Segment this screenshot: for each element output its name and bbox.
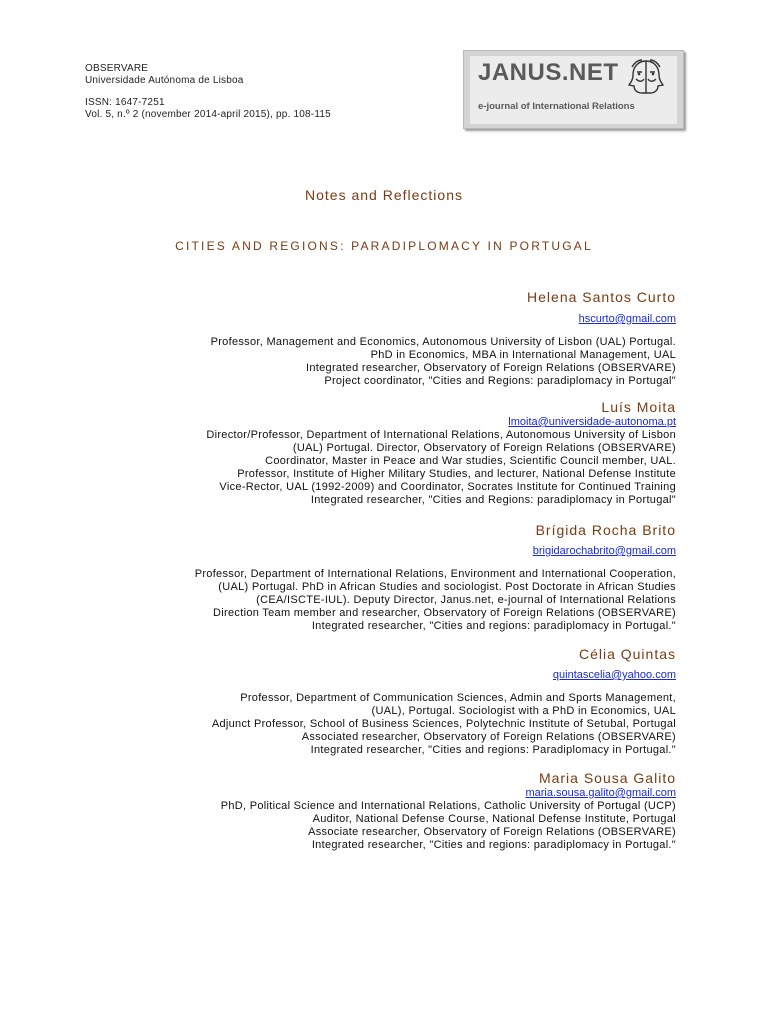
journal-header — [85, 63, 331, 121]
author-email-link[interactable]: quintascelia@yahoo.com — [552, 669, 676, 681]
janus-net-logo — [463, 50, 684, 129]
bio-line: Professor, Department of International Relations, Environment and International Cooperation, — [194, 568, 676, 580]
author-bio — [96, 800, 676, 852]
author-name: Luís Moita — [601, 399, 676, 415]
bio-line: Vice-Rector, UAL (1992-2009) and Coordinator, Socrates Institute for Continued Training — [219, 481, 676, 493]
logo-title: JANUS.NET — [478, 59, 619, 86]
section-heading: Notes and Reflections — [305, 187, 463, 203]
author-block — [96, 522, 676, 633]
article-title: CITIES AND REGIONS: PARADIPLOMACY IN PORTUGAL — [175, 239, 593, 253]
bio-line: Integrated researcher, "Cities and regions: paradiplomacy in Portugal." — [311, 839, 676, 851]
bio-line: Professor, Department of Communication Sciences, Admin and Sports Management, — [240, 692, 676, 704]
bio-line: (UAL), Portugal. Sociologist with a PhD in Economics, UAL — [371, 705, 676, 717]
bio-line: Adjunct Professor, School of Business Sciences, Polytechnic Institute of Setubal, Portugal — [211, 718, 676, 730]
bio-line: Professor, Institute of Higher Military Studies, and lecturer, National Defense Institute — [237, 468, 676, 480]
logo-subtitle: e-journal of International Relations — [478, 101, 635, 112]
author-bio — [96, 568, 676, 633]
author-email-link[interactable]: hscurto@gmail.com — [578, 313, 676, 325]
bio-line: Direction Team member and researcher, Observatory of Foreign Relations (OBSERVARE) — [213, 607, 676, 619]
bio-line: Integrated researcher, "Cities and regions: Paradiplomacy in Portugal." — [310, 744, 676, 756]
author-block — [96, 289, 676, 388]
bio-line: Associated researcher, Observatory of Foreign Relations (OBSERVARE) — [301, 731, 676, 743]
bio-line: Integrated researcher, Observatory of Foreign Relations (OBSERVARE) — [305, 362, 676, 374]
org-name: OBSERVARE — [85, 63, 149, 74]
author-name: Célia Quintas — [578, 646, 676, 662]
bio-line: Professor, Management and Economics, Autonomous University of Lisbon (UAL) Portugal. — [210, 336, 676, 348]
bio-line: (CEA/ISCTE-IUL). Deputy Director, Janus.net, e-journal of International Relations — [256, 594, 676, 606]
bio-line: (UAL) Portugal. Director, Observatory of Foreign Relations (OBSERVARE) — [292, 442, 676, 454]
author-name: Maria Sousa Galito — [538, 770, 676, 786]
author-block — [96, 770, 676, 852]
author-email-link[interactable]: lmoita@universidade-autonoma.pt — [508, 416, 676, 428]
janus-faces-icon — [624, 57, 668, 97]
bio-line: PhD, Political Science and International Relations, Catholic University of Portugal (UCP) — [220, 800, 676, 812]
bio-line: Integrated researcher, "Cities and regions: paradiplomacy in Portugal." — [311, 620, 676, 632]
bio-line: Director/Professor, Department of International Relations, Autonomous University of Lisbon — [206, 429, 676, 441]
bio-line: Coordinator, Master in Peace and War studies, Scientific Council member, UAL. — [265, 455, 676, 467]
author-email-link[interactable]: maria.sousa.galito@gmail.com — [525, 787, 676, 799]
volume-info: Vol. 5, n.º 2 (november 2014-april 2015), pp. 108-115 — [85, 109, 331, 120]
author-email-link[interactable]: brigidarochabrito@gmail.com — [532, 545, 676, 557]
bio-line: Auditor, National Defense Course, National Defense Institute, Portugal — [312, 813, 676, 825]
author-bio — [96, 336, 676, 388]
author-name: Helena Santos Curto — [527, 289, 676, 305]
author-block — [96, 399, 676, 507]
bio-line: Project coordinator, "Cities and Regions: paradiplomacy in Portugal" — [324, 375, 676, 387]
author-bio — [96, 429, 676, 507]
university-name: Universidade Autónoma de Lisboa — [85, 75, 244, 86]
author-name: Brígida Rocha Brito — [535, 522, 676, 538]
author-block — [96, 646, 676, 757]
author-bio — [96, 692, 676, 757]
issn: ISSN: 1647-7251 — [85, 97, 165, 108]
bio-line: Associate researcher, Observatory of Foreign Relations (OBSERVARE) — [308, 826, 676, 838]
bio-line: Integrated researcher, "Cities and Regions: paradiplomacy in Portugal" — [310, 494, 676, 506]
bio-line: (UAL) Portugal. PhD in African Studies and sociologist. Post Doctorate in African Studies — [218, 581, 676, 593]
bio-line: PhD in Economics, MBA in International Management, UAL — [370, 349, 676, 361]
